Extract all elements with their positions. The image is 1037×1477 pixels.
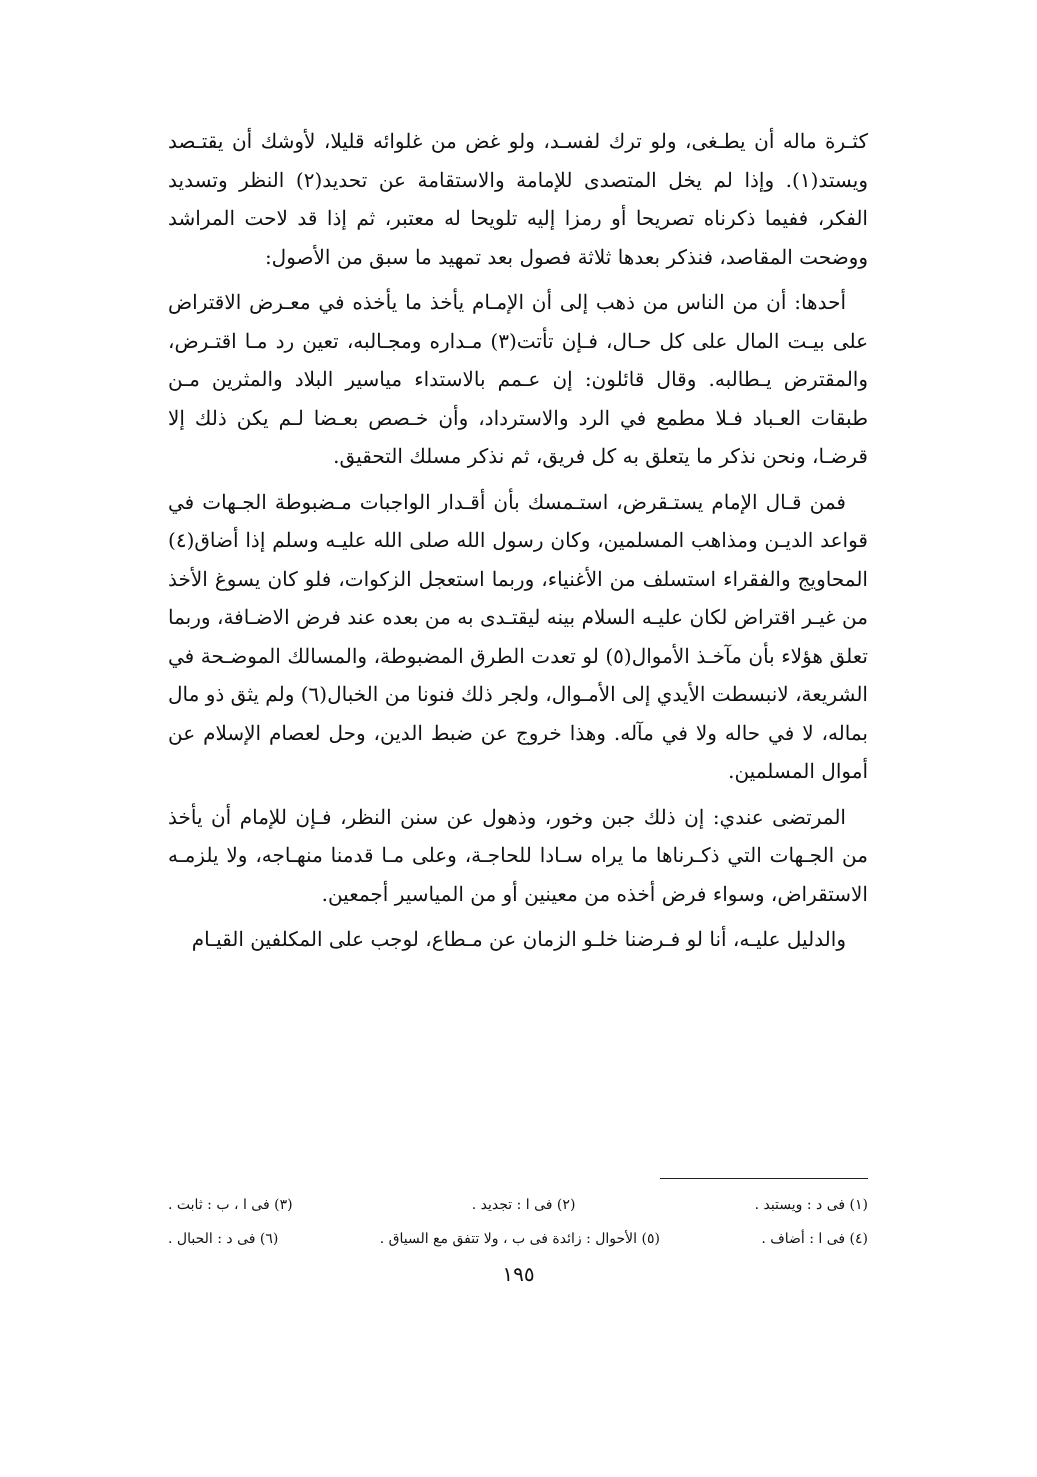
footnote-4: (٤) فى ا : أضاف . <box>761 1231 868 1247</box>
paragraph-5: والدليل عليـه، أنا لو فـرضنا خلـو الزمان عن مـطاع، لوجب على المكلفين القيـام <box>191 927 846 951</box>
paragraph-3: فمن قـال الإمام يستـقرض، استـمسك بأن أقـدار الواجبات مـضبوطة الجـهات في قواعد الديـن ومذاهب المسلمين، وكان رسول الله صلى الله عليـه وسلم إذا أضاق(٤) المحاويج والفقراء استسلف من الأغنياء، وربما استعجل الزكوات، فلو كان يسوغ الأخذ من غيـر اقتراض لكان عليـه السلام بينه ليقتـدى به من بعده عند فرض الاضـافة، وربما تعلق هؤلاء بأن مآخـذ الأموال(٥) لو تعدت الطرق المضبوطة، والمسالك الموضـحة في الشريعة، لانبسطت الأيدي إلى الأمـوال، ولجر ذلك فنونا من الخبال(٦) ولم يثق ذو مال بماله، لا في حاله ولا في مآله. وهذا خروج عن ضبط الدين، وحل لعصام الإسلام عن أموال المسلمين. <box>168 489 868 783</box>
footnote-divider <box>660 1178 868 1179</box>
paragraph-4: المرتضى عندي: إن ذلك جبن وخور، وذهول عن سنن النظر، فـإن للإمام أن يأخذ من الجـهات التي ذكـرناها ما يراه سـادا للحاجـة، وعلى مـا قدمنا منهـاجه، ولا يلزمـه الاستقراض، وسواء فرض أخذه من معينين أو من المياسير أجمعين. <box>168 804 868 906</box>
footnote-5: (٥) الأحوال : زائدة فى ب ، ولا تتفق مع السياق . <box>379 1231 660 1247</box>
footnotes <box>168 1188 868 1256</box>
footnote-row-1 <box>168 1188 868 1222</box>
paragraph-2: أحدها: أن من الناس من ذهب إلى أن الإمـام يأخذ ما يأخذه في معـرض الاقتراض على بيـت المال على كل حـال، فـإن تأتت(٣) مـداره ومجـالبه، تعين رد مـا اقتـرض، والمقترض يـطالبه. وقال قائلون: إن عـمم بالاستداء مياسير البلاد والمثرين مـن طبقات العـباد فـلا مطمع في الرد والاسترداد، وأن خـصص بعـضا لـم يكن ذلك إلا قرضـا، ونحن نذكر ما يتعلق به كل فريق، ثم نذكر مسلك التحقيق. <box>168 290 868 468</box>
footnote-1: (١) فى د : ويستبد . <box>754 1197 868 1213</box>
footnote-row-2 <box>168 1222 868 1256</box>
paragraph-1: كثـرة ماله أن يطـغى، ولو ترك لفسـد، ولو غض من غلوائه قليلا، لأوشك أن يقتـصد ويستد(١). وإذا لم يخل المتصدى للإمامة والاستقامة عن تحديد(٢) النظر وتسديد الفكر، ففيما ذكرناه تصريحا أو رمزا إليه تلويحا له معتبر، ثم إذا قد لاحت المراشد ووضحت المقاصد، فنذكر بعدها ثلاثة فصول بعد تمهيد ما سبق من الأصول: <box>168 129 868 269</box>
footnote-6: (٦) فى د : الحبال . <box>168 1231 279 1247</box>
page-number: ١٩٥ <box>502 1262 535 1286</box>
main-text <box>168 122 868 966</box>
footnote-2: (٢) فى ا : تجديد . <box>471 1197 576 1213</box>
footnote-3: (٣) فى ا ، ب : ثابت . <box>168 1197 293 1213</box>
